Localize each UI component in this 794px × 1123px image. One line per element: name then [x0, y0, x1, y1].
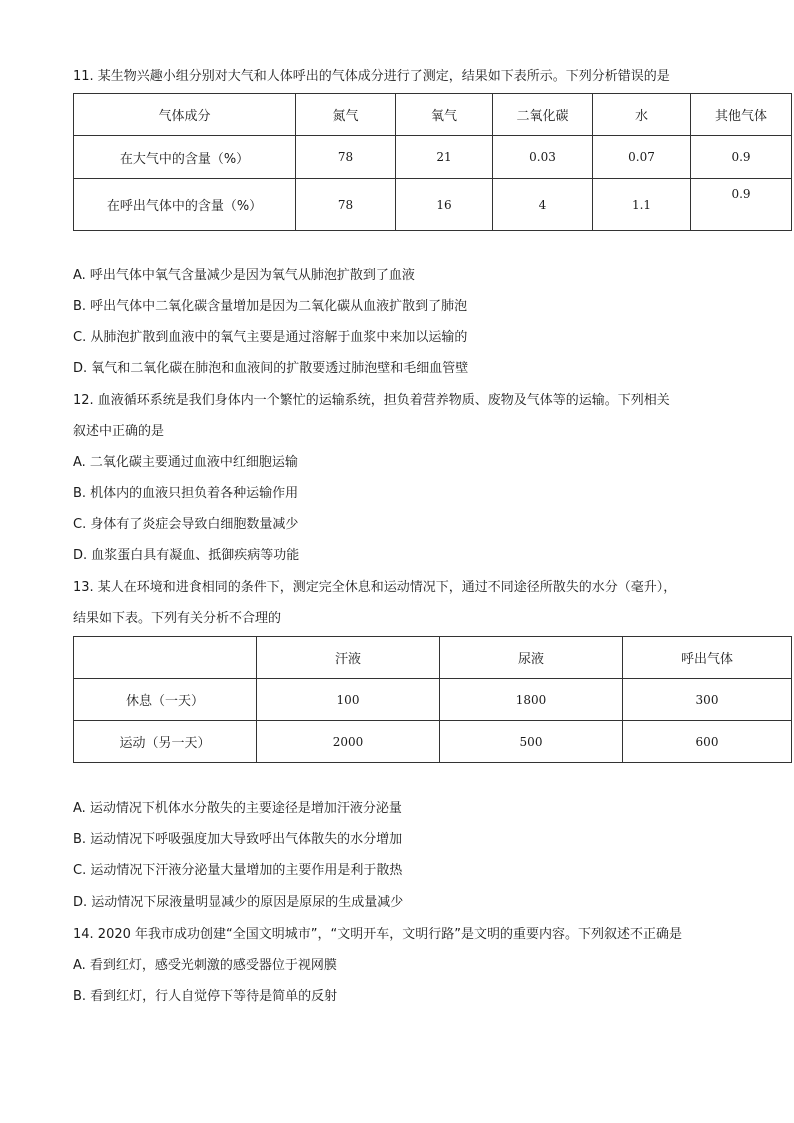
table-cell: 1.1 [593, 179, 691, 231]
q13-option-b: B. 运动情况下呼吸强度加大导致呼出气体散失的水分增加 [73, 832, 403, 847]
table-row [74, 679, 792, 721]
q11-option-c: C. 从肺泡扩散到血液中的氧气主要是通过溶解于血浆中来加以运输的 [73, 330, 468, 345]
table-cell: 0.9 [691, 136, 792, 179]
q11-option-b: B. 呼出气体中二氧化碳含量增加是因为二氧化碳从血液扩散到了肺泡 [73, 299, 468, 314]
table-cell: 300 [623, 679, 792, 721]
q13-option-c: C. 运动情况下汗液分泌量大量增加的主要作用是利于散热 [73, 863, 403, 878]
q14-stem: 14. 2020 年我市成功创建“全国文明城市”，“文明开车，文明行路”是文明的重要内容。下列叙述不正确是 [73, 927, 682, 942]
header-cell: 其他气体 [691, 94, 792, 136]
table-cell: 0.03 [493, 136, 593, 179]
table-cell: 600 [623, 721, 792, 763]
q12-option-b: B. 机体内的血液只担负着各种运输作用 [73, 486, 299, 501]
header-cell: 汗液 [257, 637, 440, 679]
header-cell: 水 [593, 94, 691, 136]
q11-table [73, 93, 792, 231]
table-cell: 100 [257, 679, 440, 721]
q14-option-b: B. 看到红灯，行人自觉停下等待是简单的反射 [73, 989, 338, 1004]
q13-stem-line1: 13. 某人在环境和进食相同的条件下，测定完全休息和运动情况下，通过不同途径所散失的水分（毫升）， [73, 580, 677, 595]
table-cell: 78 [296, 179, 396, 231]
table-cell: 1800 [440, 679, 623, 721]
row-label: 在大气中的含量（%） [74, 136, 296, 179]
q11-option-a: A. 呼出气体中氧气含量减少是因为氧气从肺泡扩散到了血液 [73, 268, 415, 283]
q11-stem: 11. 某生物兴趣小组分别对大气和人体呼出的气体成分进行了测定，结果如下表所示。下列分析错误的是 [73, 69, 670, 84]
table-cell: 16 [396, 179, 493, 231]
q11-option-d: D. 氧气和二氧化碳在肺泡和血液间的扩散要透过肺泡壁和毛细血管壁 [73, 361, 469, 376]
row-label: 休息（一天） [74, 679, 257, 721]
q12-stem-line2: 叙述中正确的是 [73, 424, 165, 439]
table-cell: 500 [440, 721, 623, 763]
table-cell: 2000 [257, 721, 440, 763]
header-cell: 呼出气体 [623, 637, 792, 679]
header-cell: 氮气 [296, 94, 396, 136]
q12-option-a: A. 二氧化碳主要通过血液中红细胞运输 [73, 455, 298, 470]
q12-option-c: C. 身体有了炎症会导致白细胞数量减少 [73, 517, 299, 532]
table-header-row [74, 94, 792, 136]
header-cell: 氧气 [396, 94, 493, 136]
header-cell: 尿液 [440, 637, 623, 679]
q13-option-a: A. 运动情况下机体水分散失的主要途径是增加汗液分泌量 [73, 801, 402, 816]
table-cell: 0.9 [691, 179, 792, 231]
q12-option-d: D. 血浆蛋白具有凝血、抵御疾病等功能 [73, 548, 300, 563]
header-cell: 气体成分 [74, 94, 296, 136]
row-label: 在呼出气体中的含量（%） [74, 179, 296, 231]
table-cell: 78 [296, 136, 396, 179]
table-row [74, 721, 792, 763]
q14-option-a: A. 看到红灯，感受光刺激的感受器位于视网膜 [73, 958, 337, 973]
table-row [74, 136, 792, 179]
header-cell [74, 637, 257, 679]
table-row [74, 179, 792, 231]
table-header-row [74, 637, 792, 679]
table-cell: 4 [493, 179, 593, 231]
row-label: 运动（另一天） [74, 721, 257, 763]
q13-table [73, 636, 792, 763]
q13-option-d: D. 运动情况下尿液量明显减少的原因是原尿的生成量减少 [73, 895, 404, 910]
q12-stem-line1: 12. 血液循环系统是我们身体内一个繁忙的运输系统，担负着营养物质、废物及气体等的运输。下列相关 [73, 393, 670, 408]
q13-stem-line2: 结果如下表。下列有关分析不合理的 [73, 611, 282, 626]
table-cell: 0.07 [593, 136, 691, 179]
table-cell: 21 [396, 136, 493, 179]
header-cell: 二氧化碳 [493, 94, 593, 136]
